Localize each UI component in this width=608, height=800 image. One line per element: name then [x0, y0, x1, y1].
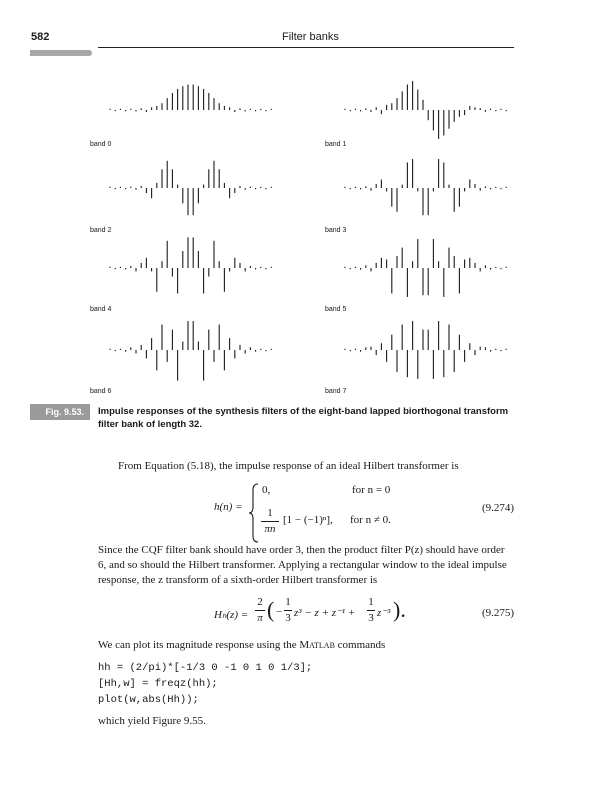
band-label-5: band 5: [325, 306, 347, 313]
band-label-3: band 3: [325, 227, 347, 234]
band-0-stem-plot: [110, 85, 271, 113]
code-line-2: [Hh,w] = freqz(hh);: [98, 678, 218, 690]
figure-caption: Impulse responses of the synthesis filters of the eight-band lapped biorthogonal transform filter bank of length 32.: [98, 406, 509, 430]
eq2-t1-sign: −: [276, 606, 283, 618]
running-head: Filter banks: [282, 31, 339, 43]
eq1-case1-condition: for n = 0: [352, 484, 391, 496]
eq2-lhs: Hₕ(z) =: [214, 609, 249, 621]
eq2-number: (9.275): [482, 607, 515, 619]
eq2-frac-numerator: 2: [257, 596, 263, 608]
band-3-stem-plot: [345, 159, 506, 215]
eq2-t2-tail: z⁻³: [377, 607, 391, 619]
eq2-frac-bar: [255, 610, 265, 611]
eq2-t2-bar: [367, 610, 375, 611]
eq1-lhs: h(n) =: [214, 501, 243, 513]
band-label-7: band 7: [325, 388, 347, 395]
eq2-t1-denominator: 3: [285, 612, 291, 624]
code-line-1: hh = (2/pi)*[-1/3 0 -1 0 1 0 1/3];: [98, 662, 313, 674]
eq1-case2-denominator: πn: [264, 523, 276, 535]
eq1-left-brace: [248, 482, 260, 544]
code-line-3: plot(w,abs(Hh));: [98, 694, 199, 706]
figure-number-badge: Fig. 9.53.: [30, 404, 90, 420]
eq1-case2-bracket: [1 − (−1)ⁿ],: [283, 514, 333, 526]
eq2-t1-tail: z³ − z + z⁻¹ +: [294, 607, 356, 619]
eq2-paren-open: (: [267, 597, 275, 622]
band-7-stem-plot: [345, 321, 506, 379]
eq1-case2-numerator: 1: [267, 507, 273, 519]
eq2-t2-numerator: 1: [368, 596, 374, 608]
eq2-t1-numerator: 1: [285, 596, 291, 608]
band-6-stem-plot: [110, 321, 271, 381]
eq2-frac-denominator: π: [257, 612, 263, 624]
band-label-0: band 0: [90, 141, 112, 148]
paragraph-yield-figure: which yield Figure 9.55.: [98, 715, 206, 727]
eq2-t2-denominator: 3: [368, 612, 374, 624]
band-1-stem-plot: [345, 81, 506, 139]
eq2-t1-bar: [284, 610, 292, 611]
paragraph-matlab-intro: We can plot its magnitude response using the Matlab commands: [98, 639, 386, 651]
eq1-case1-value: 0,: [262, 484, 271, 496]
eq2-paren-close: ).: [393, 597, 406, 622]
eq1-case2-condition: for n ≠ 0.: [350, 514, 391, 526]
band-2-stem-plot: [110, 161, 271, 215]
paragraph-cqf-order: Since the CQF filter bank should have order 3, then the product filter P(z) should have order 6, and so should the Hilbert transformer. Applying a rectangular window to the ideal impulse response, the z transform of a sixth-order Hilbert transformer is: [98, 544, 507, 586]
band-label-1: band 1: [325, 141, 347, 148]
paragraph-hilbert-intro: From Equation (5.18), the impulse response of an ideal Hilbert transformer is: [118, 460, 459, 472]
band-label-2: band 2: [90, 227, 112, 234]
band-5-stem-plot: [345, 239, 506, 297]
eq1-number: (9.274): [482, 502, 515, 514]
band-4-stem-plot: [110, 237, 271, 293]
band-label-4: band 4: [90, 306, 112, 313]
eq1-fraction-bar: [261, 521, 279, 522]
page-number: 582: [31, 31, 50, 43]
band-label-6: band 6: [90, 388, 112, 395]
